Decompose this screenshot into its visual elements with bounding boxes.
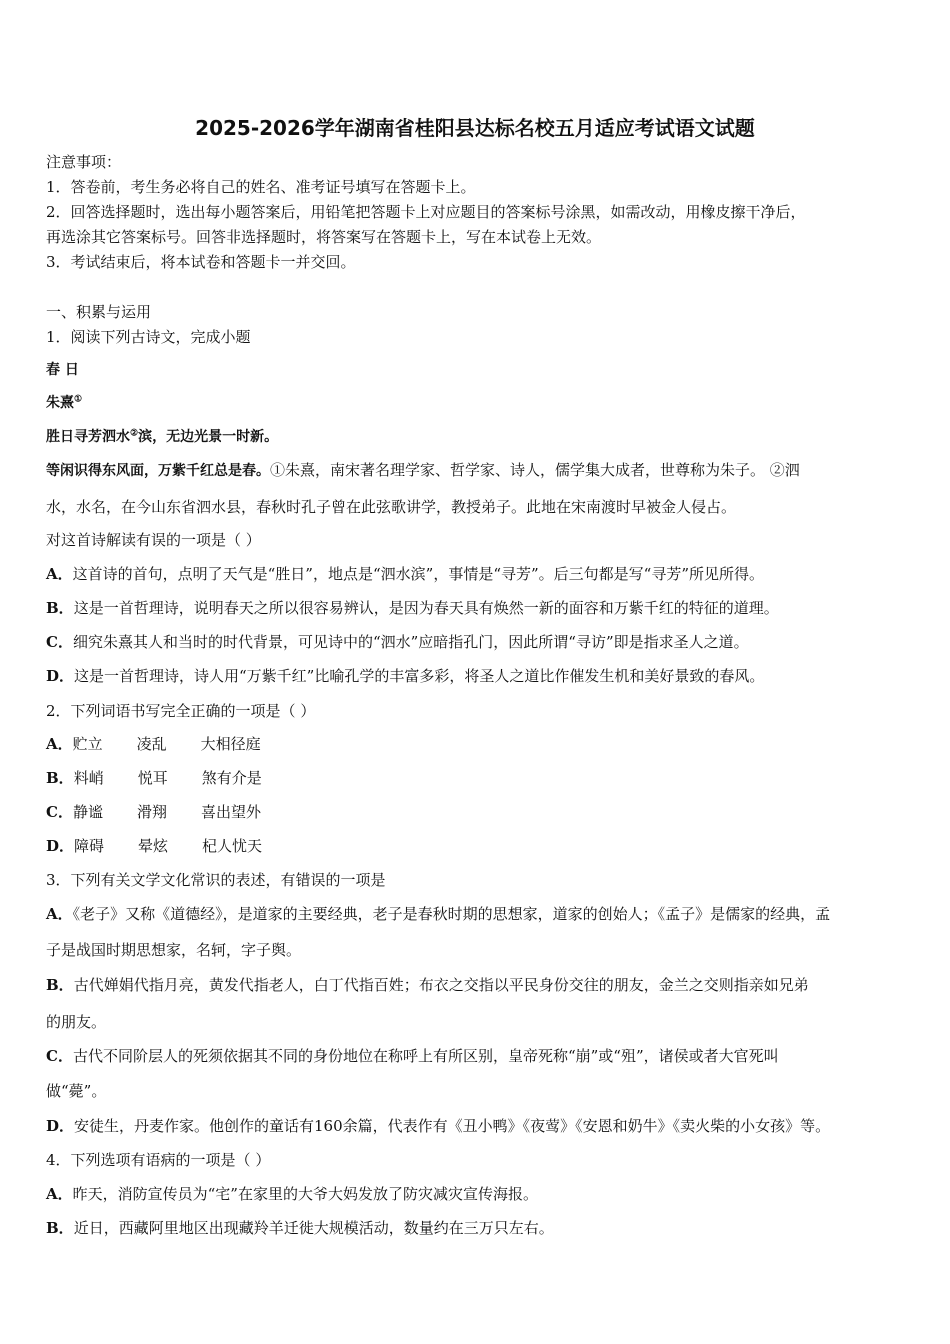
q4-option-b: B．近日，西藏阿里地区出现藏羚羊迁徙大规模活动，数量约在三万只左右。	[46, 1219, 554, 1237]
poem-author: 朱熹①	[46, 394, 83, 411]
q1-option-b: B．这是一首哲理诗，说明春天之所以很容易辨认，是因为春天具有焕然一新的面容和万紫千红的特征的道理。	[46, 599, 779, 617]
q3-option-a: A．《老子》又称《道德经》，是道家的主要经典，老子是春秋时期的思想家，道家的创始人；《孟子》是儒家的经典，孟	[46, 905, 831, 923]
q4-option-a: A．昨天，消防宣传员为“宅”在家里的大爷大妈发放了防灾减灾宣传海报。	[46, 1185, 538, 1203]
q3-option-d: D．安徒生，丹麦作家。他创作的童话有160余篇，代表作有《丑小鸭》《夜莺》《安恩和奶牛》《卖火柴的小女孩》等。	[46, 1117, 831, 1135]
q3-option-a-cont: 子是战国时期思想家，名轲，字子舆。	[46, 941, 302, 959]
q1-ask: 对这首诗解读有误的一项是（ ）	[46, 531, 261, 549]
q3-stem: 3．下列有关文学文化常识的表述，有错误的一项是	[46, 871, 386, 889]
q3-option-b-cont: 的朋友。	[46, 1013, 107, 1031]
q4-stem: 4．下列选项有语病的一项是（ ）	[46, 1151, 271, 1169]
q1-option-c: C．细究朱熹其人和当时的时代背景，可见诗中的“泗水”应暗指孔门，因此所谓“寻访”即是指求圣人之道。	[46, 633, 749, 651]
q1-option-d: D．这是一首哲理诗，诗人用“万紫千红”比喻孔学的丰富多彩，将圣人之道比作催发生机和美好景致的春风。	[46, 667, 765, 685]
q2-stem: 2．下列词语书写完全正确的一项是（ ）	[46, 702, 316, 720]
q3-option-c-cont: 做“薨”。	[46, 1082, 107, 1100]
q1-stem: 1．阅读下列古诗文，完成小题	[46, 328, 251, 346]
q2-option-a: A．贮立 凌乱 大相径庭	[46, 735, 261, 753]
poem-title: 春 日	[46, 362, 79, 378]
notice-item-2: 2．回答选择题时，选出每小题答案后，用铅笔把答题卡上对应题目的答案标号涂黑，如需改动，用橡皮擦干净后，	[46, 203, 806, 221]
notice-item-2-cont: 再选涂其它答案标号。回答非选择题时，将答案写在答题卡上，写在本试卷上无效。	[46, 228, 602, 246]
q3-option-b: B．古代婵娟代指月亮，黄发代指老人，白丁代指百姓；布衣之交指以平民身份交往的朋友，金兰之交则指亲如兄弟	[46, 976, 809, 994]
q2-option-c: C．静谧 滑翔 喜出望外	[46, 803, 261, 821]
notice-heading: 注意事项：	[46, 153, 122, 171]
notice-item-1: 1．答卷前，考生务必将自己的姓名、准考证号填写在答题卡上。	[46, 178, 476, 196]
q2-option-b: B．料峭 悦耳 煞有介是	[46, 769, 262, 787]
poem-line-1: 胜日寻芳泗水②滨，无边光景一时新。	[46, 428, 279, 445]
q1-option-a: A．这首诗的首句，点明了天气是“胜日”，地点是“泗水滨”，事情是“寻芳”。后三句都是写“寻芳”所见所得。	[46, 565, 764, 583]
poem-annotation-cont: 水，水名，在今山东省泗水县，春秋时孔子曾在此弦歌讲学，教授弟子。此地在宋南渡时早被金人侵占。	[46, 498, 737, 516]
notice-item-3: 3．考试结束后，将本试卷和答题卡一并交回。	[46, 253, 356, 271]
exam-title: 2025-2026学年湖南省桂阳县达标名校五月适应考试语文试题	[195, 116, 755, 140]
q3-option-c: C．古代不同阶层人的死须依据其不同的身份地位在称呼上有所区别，皇帝死称“崩”或“殂”，诸侯或者大官死叫	[46, 1047, 779, 1065]
poem-line-2: 等闲识得东风面，万紫千红总是春。①朱熹，南宋著名理学家、哲学家、诗人，儒学集大成者，世尊称为朱子。 ②泗	[46, 461, 800, 479]
section-heading: 一、积累与运用	[46, 303, 152, 321]
q2-option-d: D．障碍 晕炫 杞人忧天	[46, 837, 263, 855]
